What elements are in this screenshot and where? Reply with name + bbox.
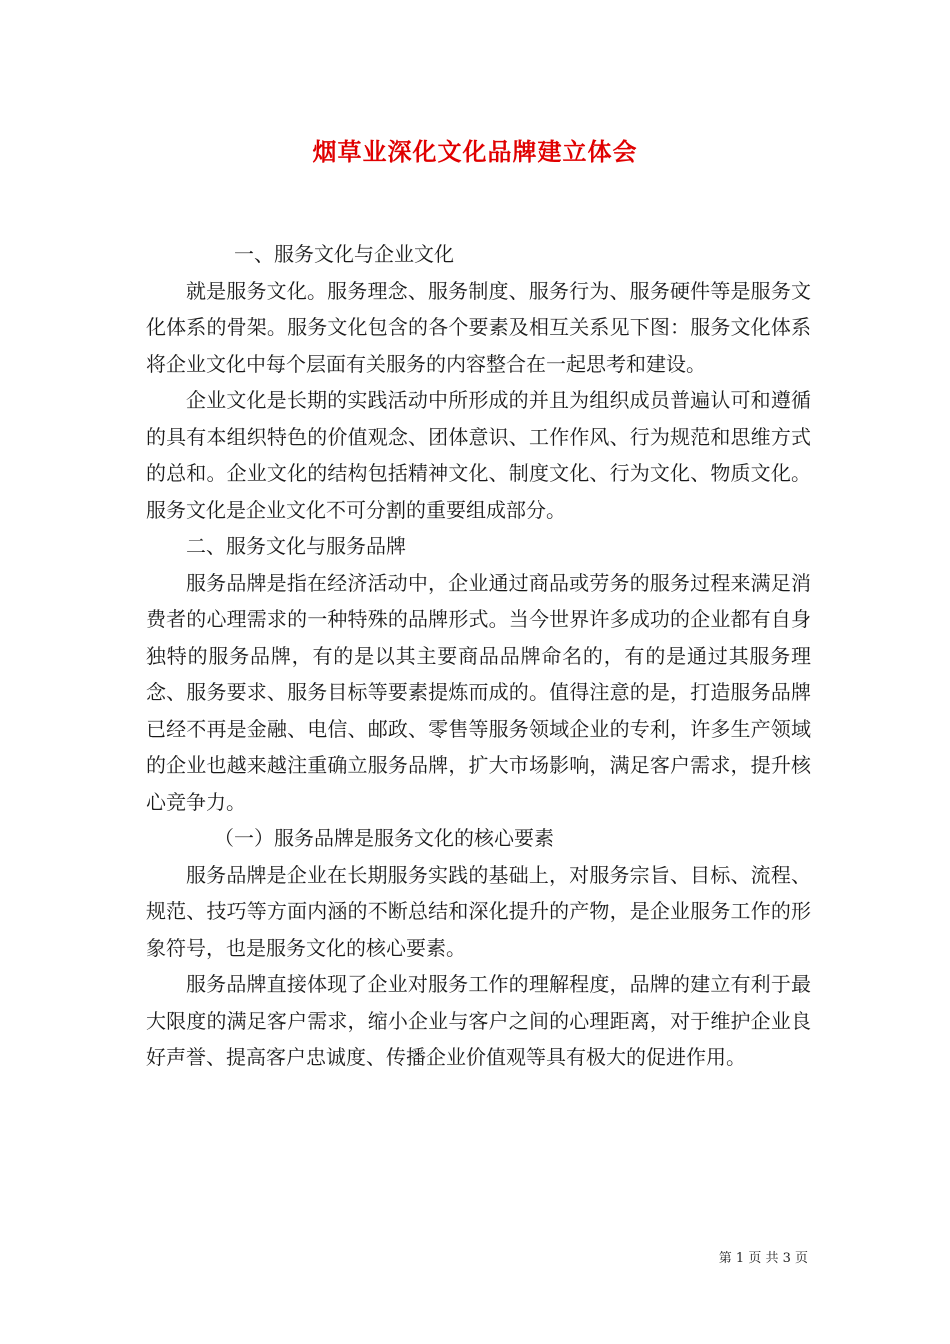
section-heading: 二、服务文化与服务品牌 [186, 534, 406, 558]
paragraph: 服务品牌是企业在长期服务实践的基础上，对服务宗旨、目标、流程、规范、技巧等方面内涵的不断总结和深化提升的产物，是企业服务工作的形象符号，也是服务文化的核心要素。 [146, 862, 811, 960]
paragraph: 企业文化是长期的实践活动中所形成的并且为组织成员普遍认可和遵循的具有本组织特色的价值观念、团体意识、工作作风、行为规范和思维方式的总和。企业文化的结构包括精神文化、制度文化、行为文化、物质文化。服务文化是企业文化不可分割的重要组成部分。 [146, 388, 811, 522]
paragraph: 就是服务文化。服务理念、服务制度、服务行为、服务硬件等是服务文化体系的骨架。服务文化包含的各个要素及相互关系见下图：服务文化体系将企业文化中每个层面有关服务的内容整合在一起思考和建设。 [146, 278, 811, 376]
subsection-heading: （一）服务品牌是服务文化的核心要素 [214, 826, 554, 850]
section-heading: 一、服务文化与企业文化 [234, 242, 454, 266]
document-body [146, 236, 811, 1076]
document-title: 烟草业深化文化品牌建立体会 [312, 137, 638, 166]
paragraph: 服务品牌是指在经济活动中，企业通过商品或劳务的服务过程来满足消费者的心理需求的一种特殊的品牌形式。当今世界许多成功的企业都有自身独特的服务品牌，有的是以其主要商品品牌命名的，有的是通过其服务理念、服务要求、服务目标等要素提炼而成的。值得注意的是，打造服务品牌已经不再是金融、电信、邮政、零售等服务领域企业的专利，许多生产领域的企业也越来越注重确立服务品牌，扩大市场影响，满足客户需求，提升核心竞争力。 [146, 570, 811, 814]
paragraph: 服务品牌直接体现了企业对服务工作的理解程度，品牌的建立有利于最大限度的满足客户需求，缩小企业与客户之间的心理距离，对于维护企业良好声誉、提高客户忠诚度、传播企业价值观等具有极大的促进作用。 [146, 972, 811, 1069]
page-number-footer: 第 1 页 共 3 页 [718, 1251, 808, 1266]
